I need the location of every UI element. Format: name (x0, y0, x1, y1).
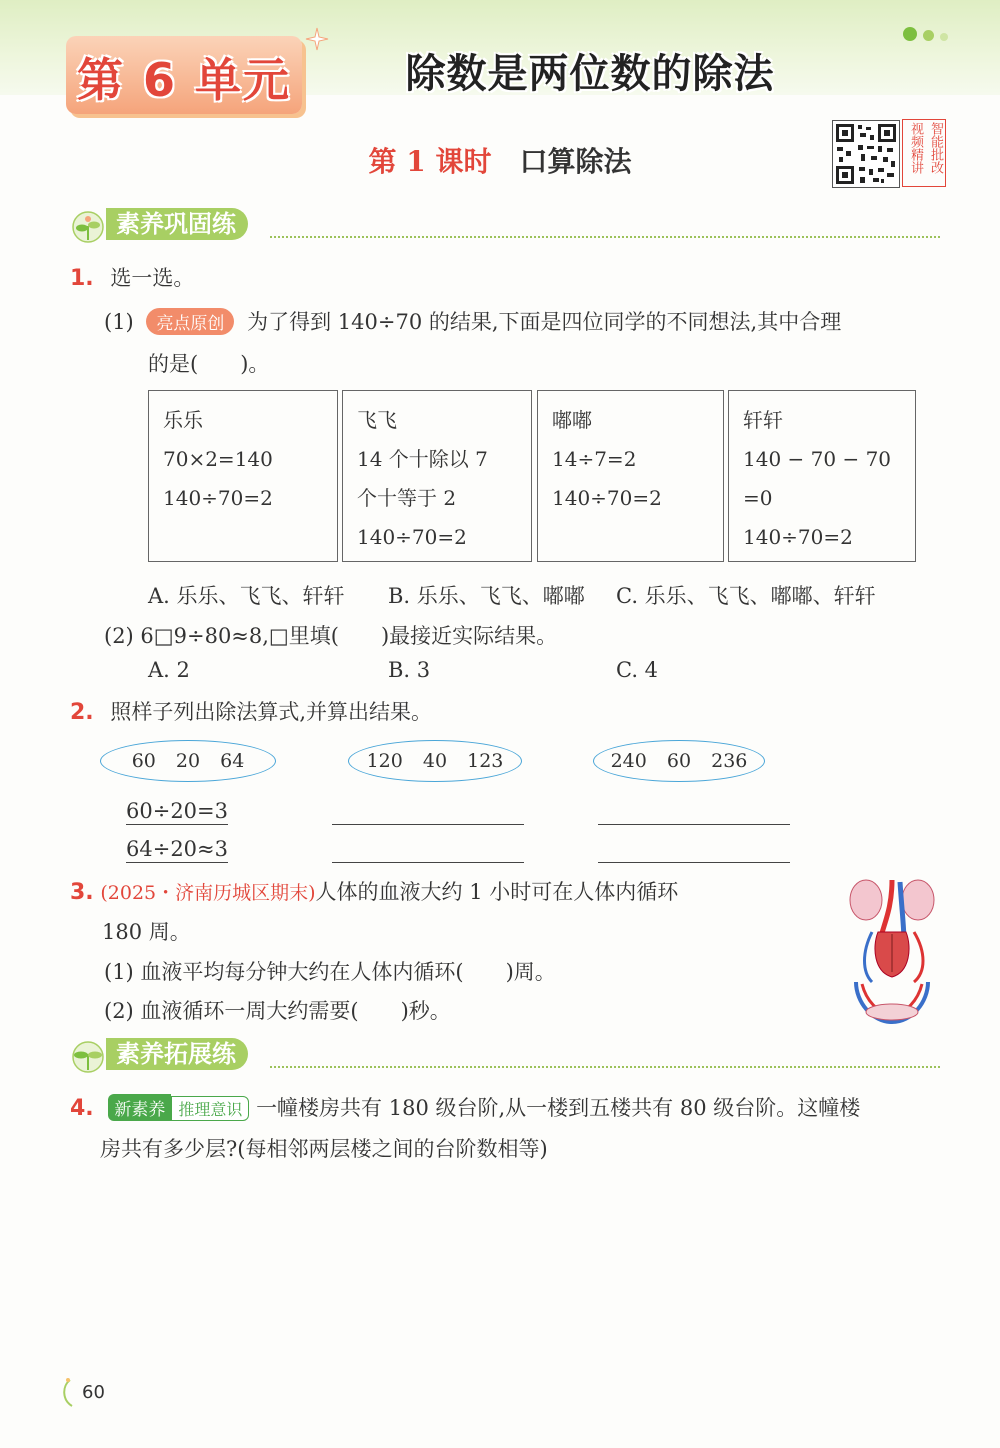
part-text: 为了得到 140÷70 的结果,下面是四位同学的不同想法,其中合理 (247, 310, 842, 334)
lesson-number: 第 1 课时 (368, 145, 492, 178)
student-box-4 (728, 390, 916, 562)
new-literacy-tag: 新素养 (108, 1094, 171, 1121)
q4-line2: 房共有多少层?(每相邻两层楼之间的台阶数相等) (100, 1137, 548, 1161)
qr-caption (902, 119, 946, 187)
page-number: 60 (82, 1382, 105, 1403)
part-label: (1) (104, 310, 134, 334)
student-line: 70×2=140 (163, 447, 273, 471)
student-line: 14 个十除以 7 (357, 447, 488, 471)
reasoning-tag: 推理意识 (171, 1096, 249, 1121)
student-name: 乐乐 (163, 408, 203, 432)
lesson-name: 口算除法 (519, 145, 632, 178)
q1p2-option-b[interactable]: B. 3 (388, 658, 431, 682)
q1-part1-line2: 的是( )。 (148, 352, 270, 376)
student-box-2 (342, 390, 532, 562)
section-title: 素养拓展练 (106, 1038, 248, 1070)
q1-part1-line1 (104, 306, 841, 336)
example-equation-2: 64÷20≈3 (126, 837, 228, 861)
student-line: 140÷70=2 (552, 486, 662, 510)
section-divider (270, 1066, 940, 1068)
qr-code-icon[interactable] (832, 120, 900, 188)
student-line: 140÷70=2 (357, 525, 467, 549)
question-source: (2025・济南历城区期末) (100, 882, 316, 904)
decor-dots (903, 26, 954, 45)
q1p2-option-a[interactable]: A. 2 (148, 658, 190, 682)
student-name: 嘟嘟 (552, 408, 592, 432)
unit-title: 除数是两位数的除法 (405, 51, 775, 97)
q1-option-b[interactable]: B. 乐乐、飞飞、嘟嘟 (388, 584, 585, 608)
q1p2-option-c[interactable]: C. 4 (616, 658, 659, 682)
unit-label: 第 6 单元 (76, 53, 292, 107)
question-4-heading (70, 1092, 860, 1122)
sparkle-icon (304, 26, 330, 52)
student-line: 140÷70=2 (743, 525, 853, 549)
student-box-3 (537, 390, 724, 562)
answer-blank[interactable] (598, 824, 790, 825)
q3-part2: (2) 血液循环一周大约需要( )秒。 (104, 999, 451, 1023)
q3-part1: (1) 血液平均每分钟大约在人体内循环( )周。 (104, 960, 556, 984)
example-equation-1: 60÷20=3 (126, 799, 228, 823)
number-oval-3: 240 60 236 (593, 740, 765, 782)
question-number: 3. (70, 880, 94, 905)
section-title: 素养巩固练 (106, 208, 248, 240)
sprout-icon (70, 210, 106, 244)
question-3-heading (70, 876, 678, 906)
question-number: 2. (70, 700, 94, 725)
heart-circulation-icon (842, 872, 942, 1032)
student-line: 140÷70=2 (163, 486, 273, 510)
answer-blank[interactable] (598, 862, 790, 863)
answer-blank[interactable] (332, 824, 524, 825)
student-name: 飞飞 (357, 408, 397, 432)
q3-line2: 180 周。 (102, 920, 191, 944)
q1-option-c[interactable]: C. 乐乐、飞飞、嘟嘟、轩轩 (616, 584, 876, 608)
section-consolidate (70, 208, 950, 244)
sprout-icon (70, 1040, 106, 1074)
student-name: 轩轩 (743, 408, 783, 432)
student-line: 140 − 70 − 70 (743, 447, 892, 471)
student-line: 14÷7=2 (552, 447, 637, 471)
question-title: 选一选。 (110, 266, 195, 290)
student-line: 个十等于 2 (357, 486, 457, 510)
student-line: =0 (743, 486, 773, 510)
answer-blank[interactable] (332, 862, 524, 863)
qr-caption-line2: 视频精讲 (908, 122, 923, 174)
question-number: 4. (70, 1096, 94, 1121)
question-1-heading (70, 262, 194, 292)
question-number: 1. (70, 266, 94, 291)
number-oval-2: 120 40 123 (348, 740, 522, 782)
qr-caption-line1: 智能批改 (928, 122, 943, 174)
question-title: 照样子列出除法算式,并算出结果。 (110, 700, 433, 724)
question-2-heading (70, 696, 432, 726)
section-divider (270, 236, 940, 238)
question-text: 一幢楼房共有 180 级台阶,从一楼到五楼共有 80 级台阶。这幢楼 (256, 1096, 861, 1120)
section-extend (70, 1038, 950, 1074)
number-oval-1: 60 20 64 (100, 740, 276, 782)
q1-part2-text: (2) 6□9÷80≈8,□里填( )最接近实际结果。 (104, 624, 558, 648)
original-tag: 亮点原创 (146, 308, 234, 335)
question-text: 人体的血液大约 1 小时可在人体内循环 (315, 880, 679, 904)
student-box-1 (148, 390, 338, 562)
q1-option-a[interactable]: A. 乐乐、飞飞、轩轩 (148, 584, 345, 608)
